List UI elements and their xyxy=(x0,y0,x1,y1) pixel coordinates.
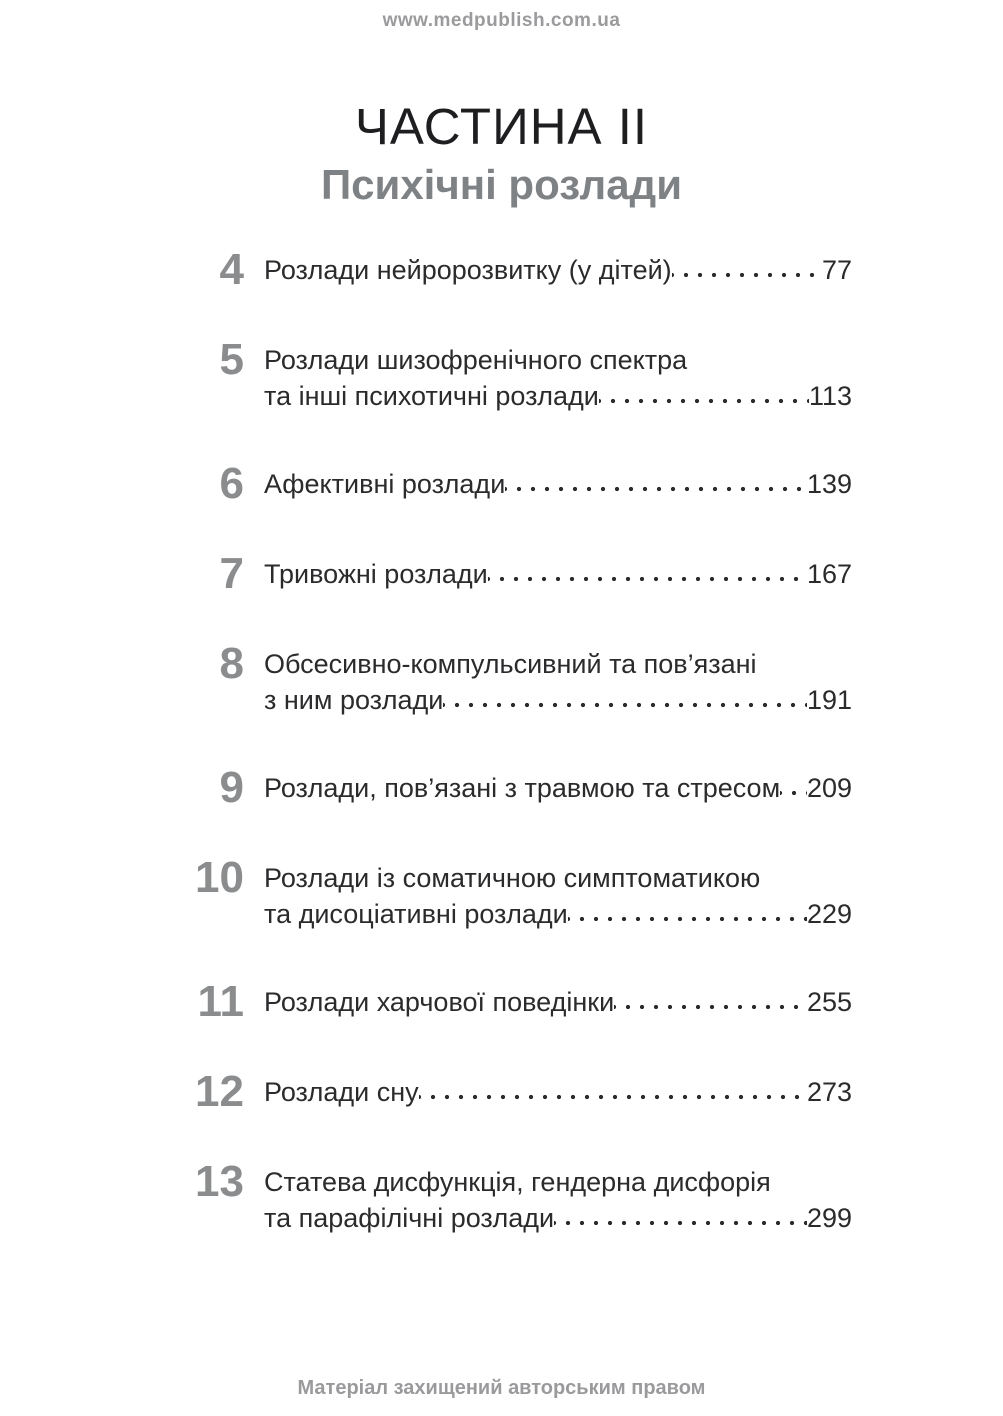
toc-entry xyxy=(152,853,852,932)
chapter-title-text: Афективні розлади xyxy=(264,469,506,499)
chapter-number: 13 xyxy=(195,1157,244,1206)
chapter-title-line xyxy=(264,860,852,896)
chapter-body xyxy=(264,646,852,718)
page-number: 167 xyxy=(806,559,852,589)
chapter-body xyxy=(264,860,852,932)
chapter-title-text: Обсесивно-компульсивний та пов’язані xyxy=(264,649,757,679)
chapter-title-line xyxy=(264,1074,852,1110)
toc-entry xyxy=(152,1067,852,1116)
chapter-title-text: Тривожні розлади xyxy=(264,559,488,589)
chapter-title-text: та парафілічні розлади xyxy=(264,1203,555,1233)
chapter-title-line xyxy=(264,682,852,718)
chapter-title-line xyxy=(264,466,852,502)
chapter-number: 6 xyxy=(219,459,244,508)
chapter-title-text: Розлади із соматичною симптоматикою xyxy=(264,863,761,893)
toc-entry xyxy=(152,459,852,508)
chapter-body xyxy=(264,466,852,502)
chapter-body xyxy=(264,556,852,592)
chapter-number: 8 xyxy=(219,639,244,688)
chapter-title-text: Розлади, пов’язані з травмою та стресом xyxy=(264,773,781,803)
chapter-title-line xyxy=(264,1164,852,1200)
part-title: ЧАСТИНА II xyxy=(354,98,649,155)
toc-entry xyxy=(152,639,852,718)
chapter-body xyxy=(264,1074,852,1110)
chapter-title-text: Статева дисфункція, гендерна дисфорія xyxy=(264,1167,771,1197)
publisher-url: www.medpublish.com.ua xyxy=(382,10,621,31)
dot-leader xyxy=(672,259,822,279)
dot-leader xyxy=(443,689,807,709)
chapter-title-text: Розлади нейророзвитку (у дітей) xyxy=(264,255,672,285)
chapter-title-line xyxy=(264,984,852,1020)
part-subtitle: Психічні розлади xyxy=(320,161,683,208)
chapter-title-line xyxy=(264,770,852,806)
toc-entry xyxy=(152,549,852,598)
toc-entry xyxy=(152,763,852,812)
chapter-title-text: Розлади харчової поведінки xyxy=(264,987,615,1017)
dot-leader xyxy=(488,563,807,583)
chapter-title-text: Розлади шизофренічного спектра xyxy=(264,345,688,375)
chapter-number: 11 xyxy=(197,977,244,1026)
chapter-body xyxy=(264,984,852,1020)
chapter-number: 7 xyxy=(219,549,244,598)
chapter-body xyxy=(264,252,852,288)
page-number: 255 xyxy=(806,987,852,1017)
chapter-title-line xyxy=(264,556,852,592)
chapter-title-line xyxy=(264,252,852,288)
chapter-number: 4 xyxy=(219,245,244,294)
dot-leader xyxy=(568,903,807,923)
page-number: 139 xyxy=(806,469,852,499)
chapter-title-line xyxy=(264,896,852,932)
chapter-title-line xyxy=(264,1200,852,1236)
toc-entry xyxy=(152,245,852,294)
dot-leader xyxy=(614,991,807,1011)
page-number: 77 xyxy=(821,255,852,285)
dot-leader xyxy=(780,777,807,797)
chapter-body xyxy=(264,342,852,414)
toc-entry xyxy=(152,1157,852,1236)
chapter-body xyxy=(264,770,852,806)
chapter-title-text: Розлади сну xyxy=(264,1077,419,1107)
page-number: 191 xyxy=(806,685,852,715)
copyright-notice: Матеріал захищений авторським правом xyxy=(297,1377,706,1399)
dot-leader xyxy=(419,1081,807,1101)
dot-leader xyxy=(505,473,807,493)
page-number: 113 xyxy=(808,381,852,411)
chapter-title-line xyxy=(264,646,852,682)
chapter-title-line xyxy=(264,378,852,414)
chapter-title-line xyxy=(264,342,852,378)
chapter-number: 9 xyxy=(219,763,244,812)
page-number: 229 xyxy=(806,899,852,929)
dot-leader xyxy=(554,1207,807,1227)
dot-leader xyxy=(599,385,809,405)
part-title-block xyxy=(0,98,1003,210)
chapter-number: 10 xyxy=(195,853,244,902)
chapter-number: 12 xyxy=(195,1067,244,1116)
chapter-title-text: та інші психотичні розлади xyxy=(264,381,599,411)
chapter-title-text: та дисоціативні розлади xyxy=(264,899,568,929)
chapter-number: 5 xyxy=(219,335,244,384)
toc-entry xyxy=(152,977,852,1026)
toc-list xyxy=(152,245,852,1288)
page-number: 299 xyxy=(806,1203,852,1233)
toc-entry xyxy=(152,335,852,414)
chapter-title-text: з ним розлади xyxy=(264,685,444,715)
page-number: 273 xyxy=(806,1077,852,1107)
chapter-body xyxy=(264,1164,852,1236)
page-number: 209 xyxy=(806,773,852,803)
